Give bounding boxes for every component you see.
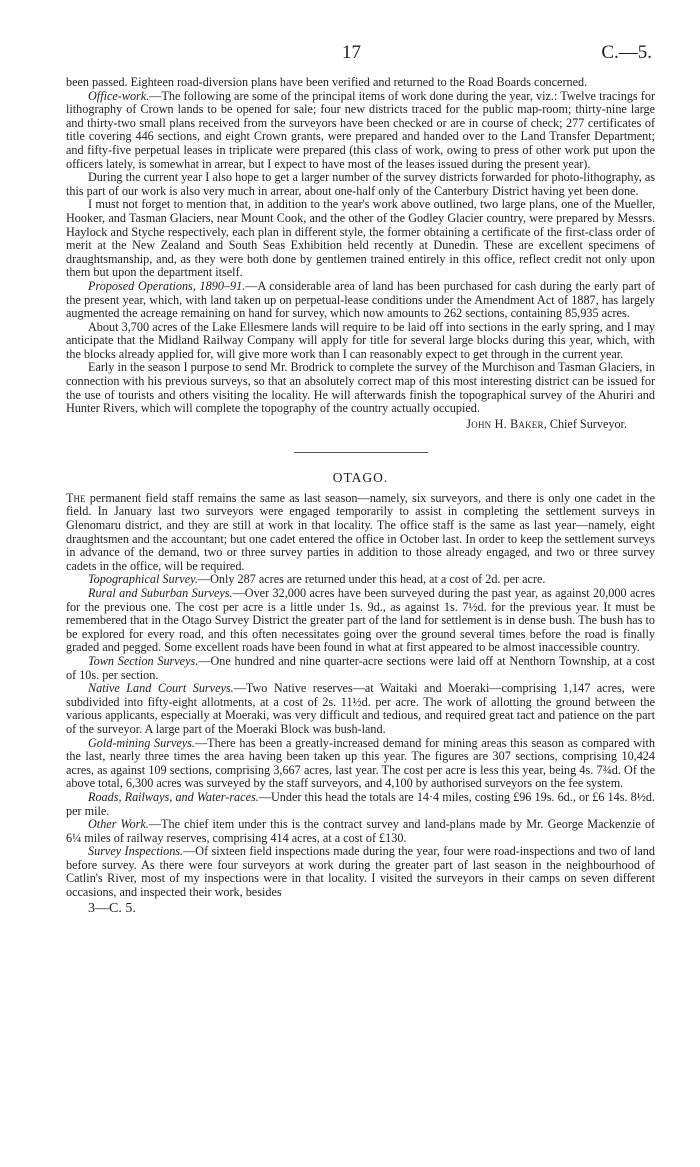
signature-line bbox=[66, 417, 627, 431]
paragraph-native-land-court-surveys bbox=[66, 682, 655, 736]
paragraph: Early in the season I purpose to send Mr. Brodrick to complete the survey of the Murchison and Tasman Glaciers, in connection with his previous surveys, so that an absolutely correct map of this most interesting district can be issued for the use of tourists and others visiting the locality. He will afterwards finish the topographical survey of the Ahuriri and Hunter Rivers, which will complete the topography of the country actually occupied. bbox=[66, 360, 655, 416]
paragraph-staff bbox=[66, 492, 655, 574]
paragraph-gold-mining-surveys bbox=[66, 737, 655, 791]
paragraph-text: —There has been a greatly-increased demand for mining areas this season as compared with the last, nearly three times the area having been taken up this year. The figures are 307 sections, comprising 10,424 acres, as against 109 sections, comprising 3,667 acres, last year. The cost per acre is less this year, being 4s. 7¾d. Of the above total, 6,300 acres was surveyed by the staff surveyors, and 4,100 by authorised surveyors on the fee system. bbox=[66, 735, 655, 791]
body-text bbox=[66, 76, 655, 917]
paragraph-heading: Office-work. bbox=[88, 88, 150, 103]
page-header bbox=[66, 42, 652, 72]
paragraph: During the current year I also hope to get a larger number of the survey districts forwarded for photo-lithography, as this part of our work is also very much in arrear, about one-half only of the Canterbury District having yet been done. bbox=[66, 170, 655, 198]
paragraph-heading: Topographical Survey. bbox=[88, 572, 198, 587]
paragraph-roads-railways bbox=[66, 791, 655, 818]
paragraph-text: permanent field staff remains the same as last season—namely, six surveyors, and there is only one cadet in the field. In January last two surveyors were engaged temporarily to assist in completing the settlement surveys in Glenomaru district, and they are still at work in that locality. The office staff is the same as last year—namely, eight draughtsmen and the accountant; but one cadet entered the office in October last. In order to keep the settlement surveys in advance of the demand, two or three survey parties in addition to those already engaged, and two or three survey cadets in the office, will be required. bbox=[66, 490, 655, 573]
paragraph: I must not forget to mention that, in addition to the year's work above outlined, two large plans, one of the Mueller, Hooker, and Tasman Glaciers, near Mount Cook, and the other of the Godley Glacier country, were prepared by Messrs. Haylock and Styche respectively, each plan in different style, the former obtaining a certificate of the first-class order of merit at the New Zealand and South Seas Exhibition held recently at Dunedin. These are excellent specimens of draughtsmanship, and, as they were both done by gentlemen trained entirely in this office, reflect credit not only upon them but upon the department itself. bbox=[66, 197, 655, 280]
lead-word: The bbox=[66, 490, 86, 505]
paragraph: About 3,700 acres of the Lake Ellesmere lands will require to be laid off into sections in the early spring, and I may anticipate that the Midland Railway Company will apply for title for several large blocks during this year, which, with the blocks already applied for, will give more work than I can reasonably expect to get through in the current year. bbox=[66, 319, 655, 361]
paragraph-heading: Native Land Court Surveys. bbox=[88, 681, 234, 696]
section-divider bbox=[294, 452, 428, 453]
paragraph-survey-inspections bbox=[66, 845, 655, 899]
paragraph-heading: Town Section Surveys. bbox=[88, 653, 199, 668]
paragraph-text: —The following are some of the principal items of work done during the year, viz.: Twelve tracings for lithography of Crown lands to be opened for sale; four new districts traced for the public map-room; thirty-nine large and thirty-two small plans received from the surveyors have been checked or are in course of check; 277 certificates of title covering 446 sections, and eight Crown grants, were prepared and handed over to the Land Transfer Department; and fifty-five perpetual leases in triplicate were prepared (this class of work, owing to press of other work put upon the officers lately, is somewhat in arrear, but I expect to have most of the leases issued during the present year). bbox=[66, 88, 655, 171]
paragraph-heading: Gold-mining Surveys. bbox=[88, 735, 195, 750]
paragraph-heading: Survey Inspections. bbox=[88, 844, 184, 859]
paragraph-heading: Roads, Railways, and Water-races. bbox=[88, 789, 259, 804]
paragraph-rural-surveys bbox=[66, 587, 655, 655]
paragraph-other-work bbox=[66, 818, 655, 845]
canterbury-report-section bbox=[66, 76, 655, 431]
section-title: OTAGO. bbox=[332, 469, 389, 485]
paragraph-text: —A considerable area of land has been purchased for cash during the early part of the present year, which, with land taken up on perpetual-lease conditions under the Amendment Act of 1887, has largely augmented the acreage remaining on hand for survey, which now amounts to 262 sections, containing 85,935 acres. bbox=[66, 278, 655, 321]
signature-title: , Chief Surveyor. bbox=[543, 416, 627, 431]
page-number: 17 bbox=[342, 42, 361, 63]
paragraph-heading: Proposed Operations, 1890–91. bbox=[88, 278, 246, 293]
paragraph: been passed. Eighteen road-diversion plans have been verified and returned to the Road Boards concerned. bbox=[66, 75, 588, 89]
paragraph-text: —The chief item under this is the contract survey and land-plans made by Mr. George Mackenzie of 6¼ miles of railway reserves, comprising 414 acres, at a cost of £130. bbox=[66, 817, 655, 845]
paragraph-text: —One hundred and nine quarter-acre sections were laid off at Nenthorn Township, at a cost of 10s. per section. bbox=[66, 653, 655, 682]
otago-report-section bbox=[66, 470, 655, 900]
paragraph-town-section-surveys bbox=[66, 655, 655, 682]
paragraph-office-work bbox=[66, 90, 655, 172]
paragraph-text: —Of sixteen field inspections made during the year, four were road-inspections and two of land before survey. As there were four surveyors at work during the greater part of last season in the neighbourhood of Catlin's River, most of my inspections were in that locality. I visited the surveyors in their camps on seven different occasions, and inspected their work, besides bbox=[66, 844, 655, 900]
paragraph-text: —Under this head the totals are 14·4 miles, costing £96 19s. 6d., or £6 14s. 8½d. per mile. bbox=[66, 789, 655, 818]
paragraph-topographical-survey bbox=[66, 573, 655, 587]
document-reference: C.—5. bbox=[601, 42, 652, 63]
paragraph-proposed-operations bbox=[66, 280, 655, 321]
paragraph-heading: Other Work. bbox=[88, 817, 149, 832]
paragraph-text: —Over 32,000 acres have been surveyed during the past year, as against 20,000 acres for the previous one. The cost per acre is a little under 1s. 9d., as against 1s. 7½d. for the previous year. It must be remembered that in the Otago Survey District the greater part of the land for settlement is in dense bush. The bush has to be explored for every road, and this often necessitates going over the ground several times before the road is finally graded and pegged. Some excellent roads have been found in what at first appeared to be almost inaccessible country. bbox=[66, 586, 655, 655]
signature-name: John H. Baker bbox=[466, 416, 544, 431]
paragraph-text: —Two Native reserves—at Waitaki and Moeraki—comprising 1,147 acres, were subdivided into fifty-eight allotments, at a cost of 2s. 11½d. per acre. The work of allotting the ground between the various applicants, especially at Moeraki, was very difficult and tedious, and required great tact and patience on the part of the surveyor. A large part of the Moeraki Block was bush-land. bbox=[66, 681, 655, 736]
paragraph-text: —Only 287 acres are returned under this head, at a cost of 2d. per acre. bbox=[197, 572, 546, 587]
paragraph-heading: Rural and Suburban Surveys. bbox=[88, 586, 233, 600]
printer-signature-mark: 3—C. 5. bbox=[88, 900, 136, 916]
